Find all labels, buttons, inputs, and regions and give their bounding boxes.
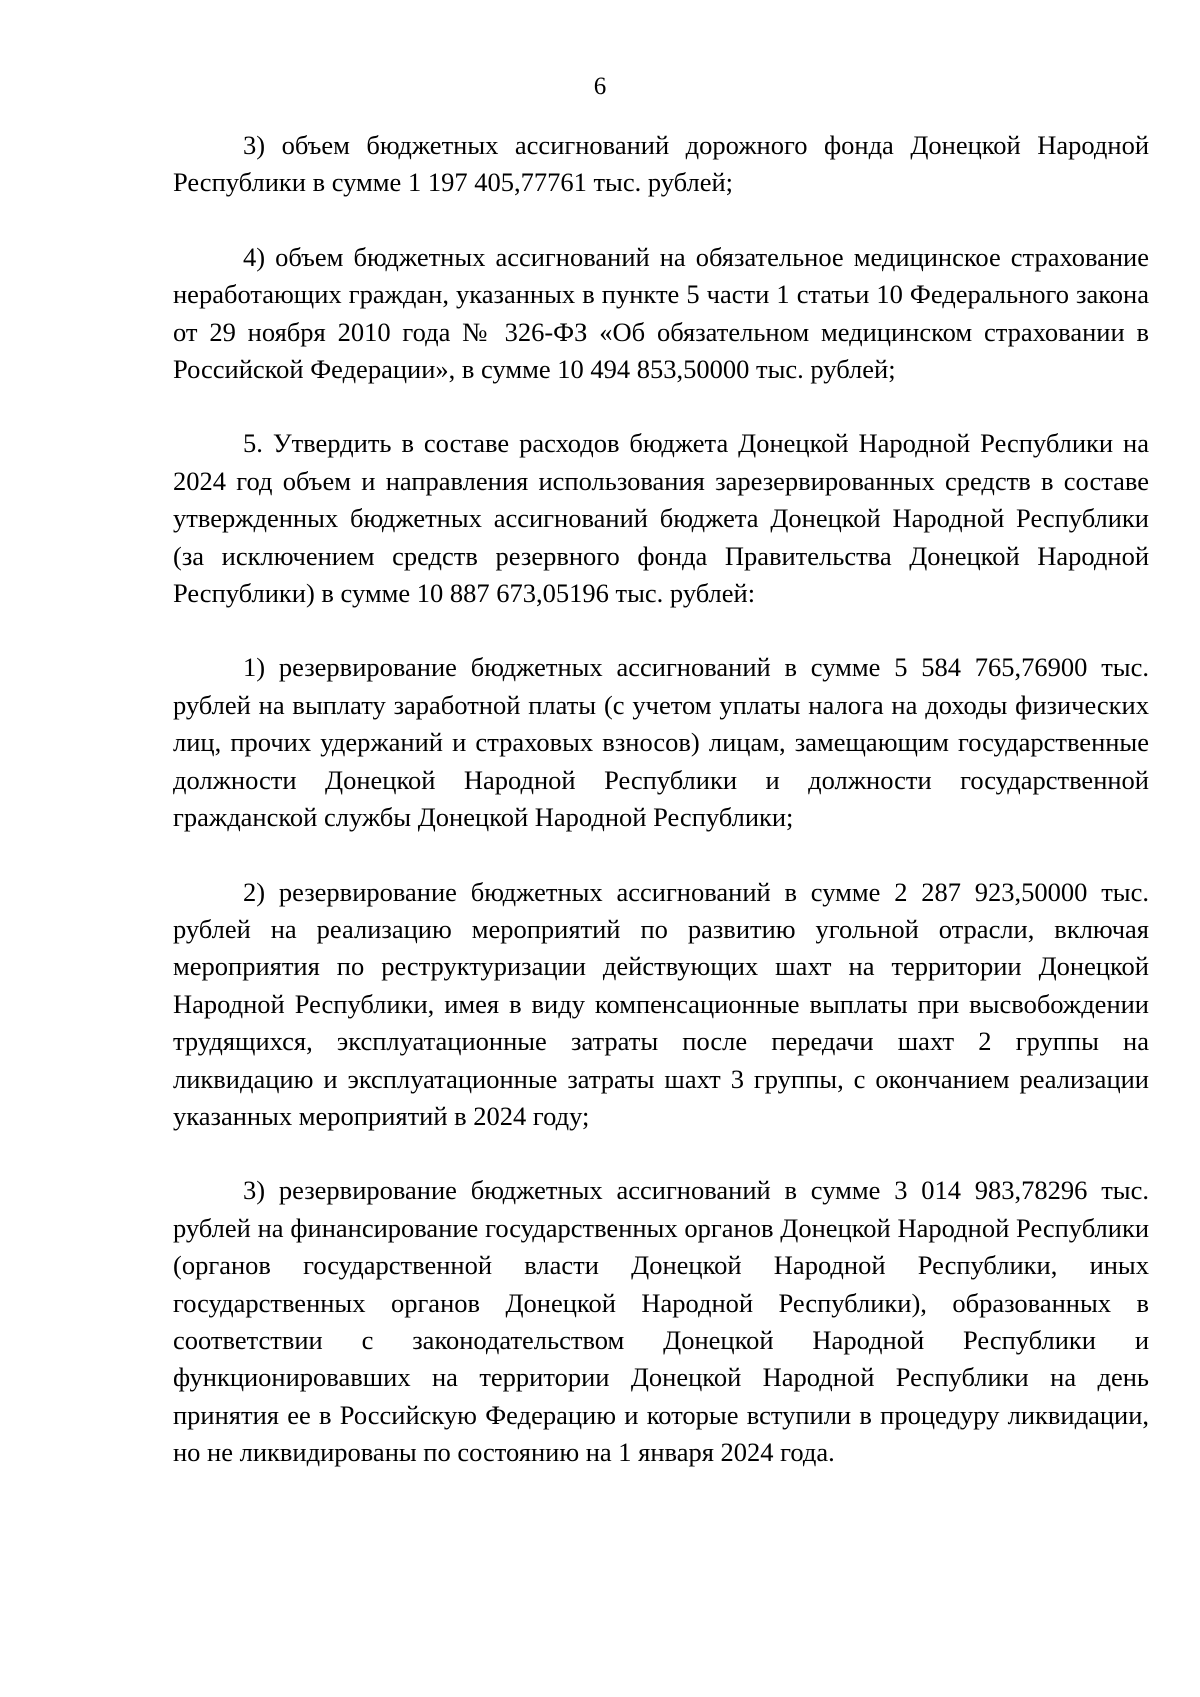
document-body bbox=[173, 127, 1149, 1472]
paragraph-item-3-road-fund: 3) объем бюджетных ассигнований дорожного фонда Донецкой Народной Республики в сумме 1 197 405,77761 тыс. рублей; bbox=[173, 130, 1149, 198]
paragraph-item-4-medical-insurance: 4) объем бюджетных ассигнований на обязательное медицинское страхование неработающих граждан, указанных в пункте 5 части 1 статьи 10 Федерального закона от 29 ноября 2010 года № 326-ФЗ «Об обязательном медицинском страховании в Российской Федерации», в сумме 10 494 853,50000 тыс. рублей; bbox=[173, 241, 1149, 385]
page-number: 6 bbox=[593, 73, 607, 100]
paragraph-reserve-3-state-bodies: 3) резервирование бюджетных ассигнований в сумме 3 014 983,78296 тыс. рублей на финансирование государственных органов Донецкой Народной Республики (органов государственной власти Донецкой Народной Республики, иных государственных органов Донецкой Народной Республики), образованных в соответствии с законодательством Донецкой Народной Республики и функционировавших на территории Донецкой Народной Республики на день принятия ее в Российскую Федерацию и которые вступили в процедуру ликвидации, но не ликвидированы по состоянию на 1 января 2024 года. bbox=[173, 1175, 1149, 1468]
paragraph-section-5-reserved-funds: 5. Утвердить в составе расходов бюджета Донецкой Народной Республики на 2024 год объем и направления использования зарезервированных средств в составе утвержденных бюджетных ассигнований бюджета Донецкой Народной Республики (за исключением средств резервного фонда Правительства Донецкой Народной Республики) в сумме 10 887 673,05196 тыс. рублей: bbox=[173, 428, 1149, 609]
paragraph-reserve-1-salaries: 1) резервирование бюджетных ассигнований в сумме 5 584 765,76900 тыс. рублей на выплату заработной платы (с учетом уплаты налога на доходы физических лиц, прочих удержаний и страховых взносов) лицам, замещающим государственные должности Донецкой Народной Республики и должности государственной гражданской службы Донецкой Народной Республики; bbox=[173, 652, 1149, 833]
paragraph-reserve-2-coal-industry: 2) резервирование бюджетных ассигнований в сумме 2 287 923,50000 тыс. рублей на реализацию мероприятий по развитию угольной отрасли, включая мероприятия по реструктуризации действующих шахт на территории Донецкой Народной Республики, имея в виду компенсационные выплаты при высвобождении трудящихся, эксплуатационные затраты после передачи шахт 2 группы на ликвидацию и эксплуатационные затраты шахт 3 группы, с окончанием реализации указанных мероприятий в 2024 году; bbox=[173, 876, 1149, 1131]
